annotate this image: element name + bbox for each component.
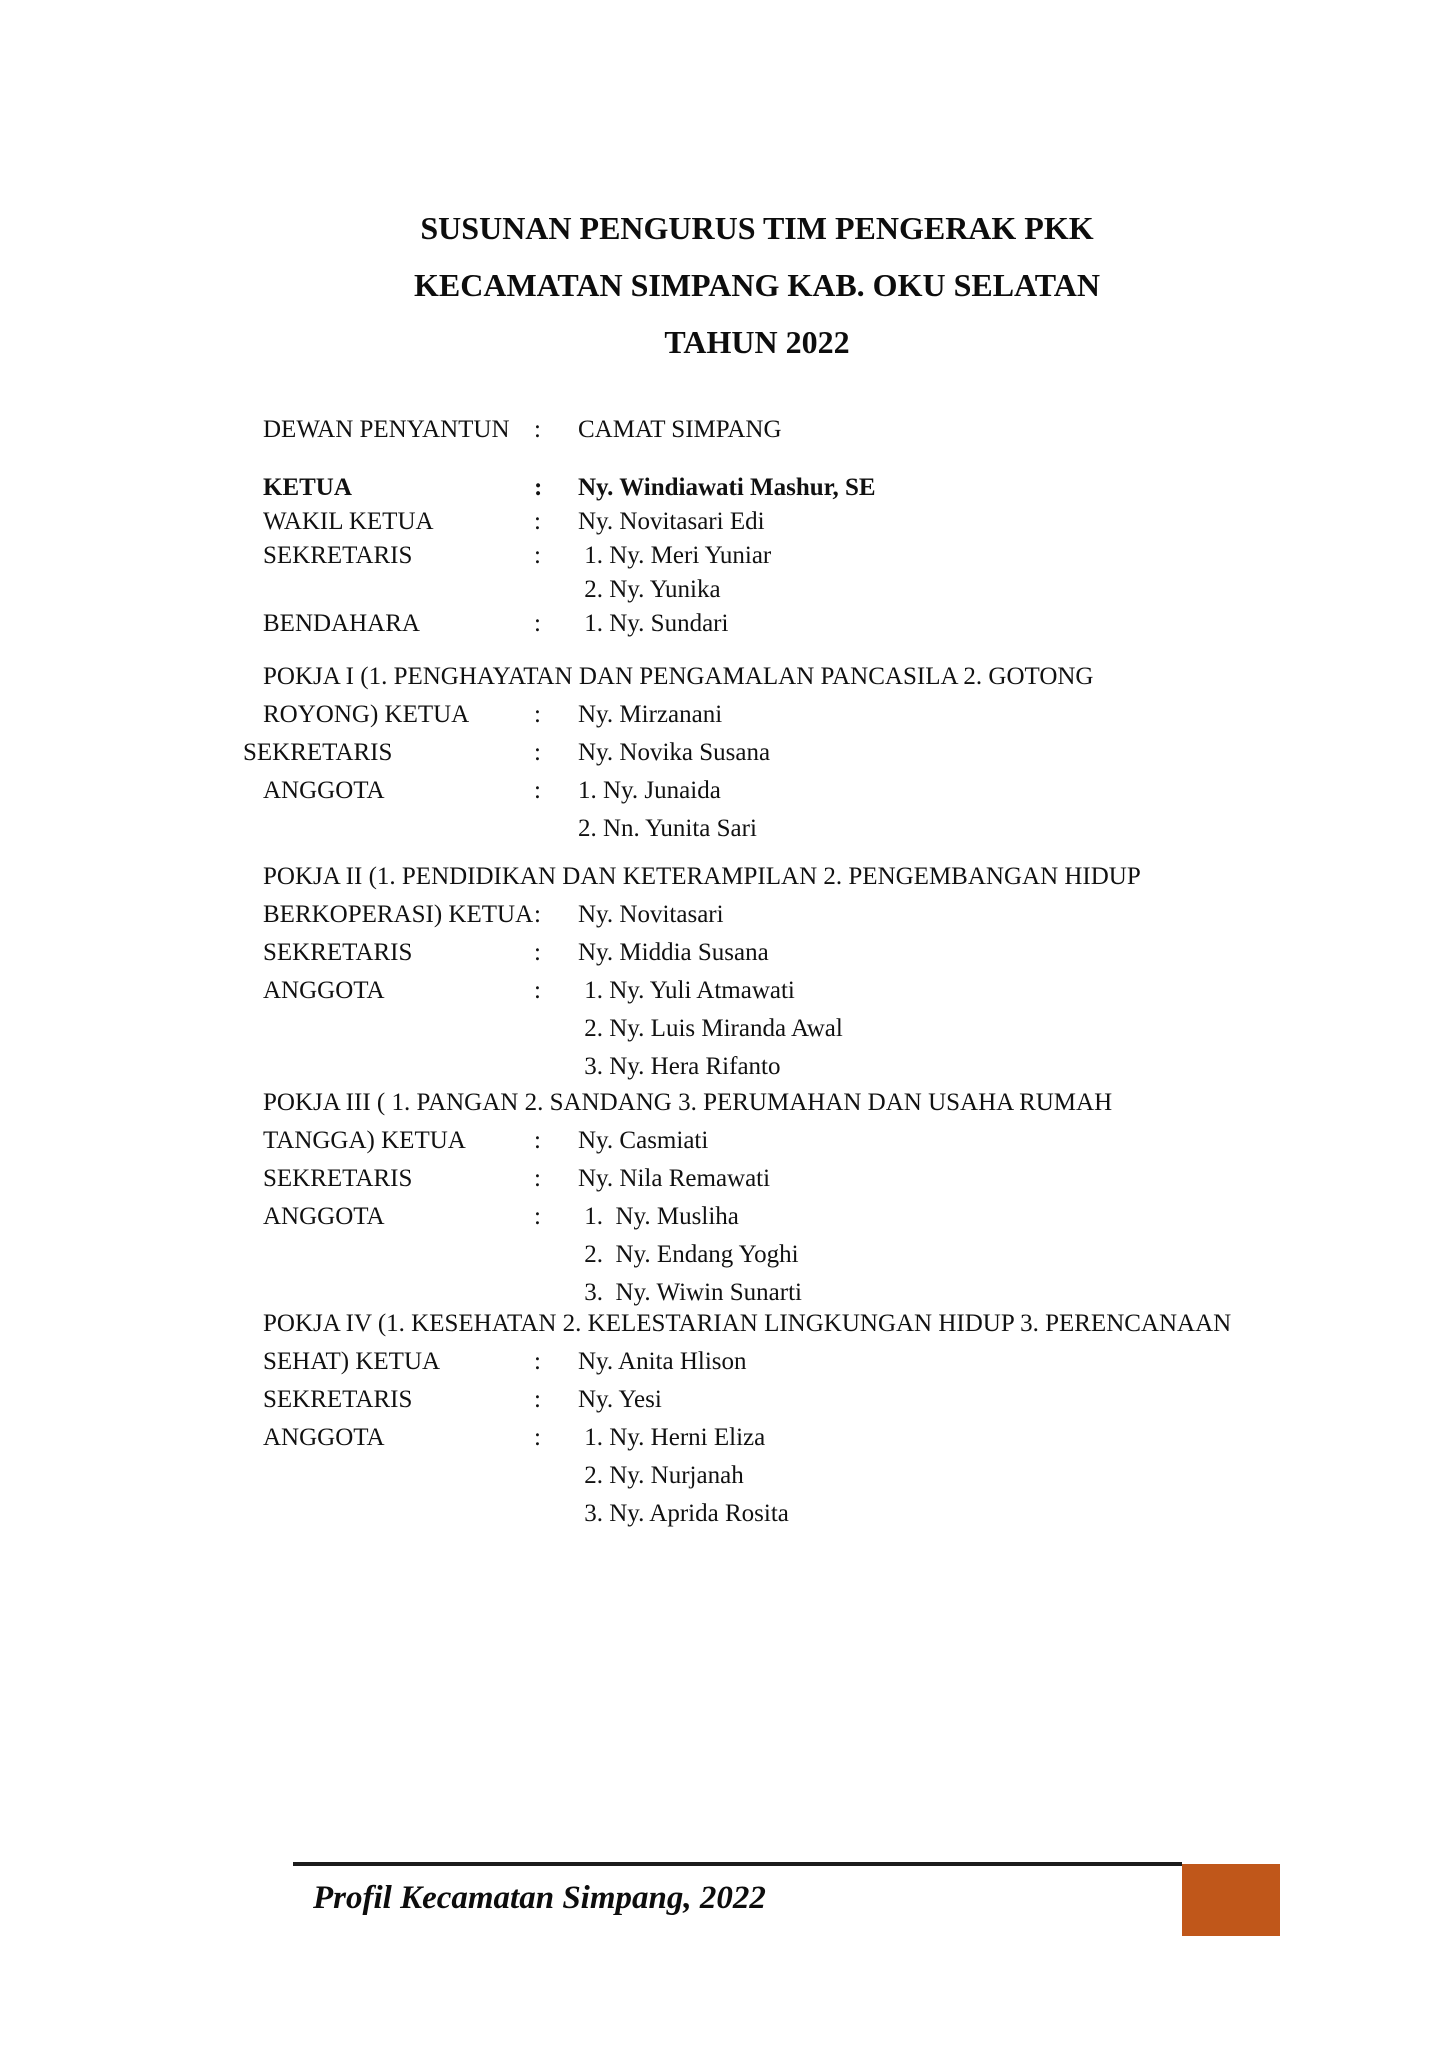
org-member-value: 1. Ny. Junaida xyxy=(578,777,721,804)
org-row xyxy=(243,413,1363,447)
section-heading-row xyxy=(243,1084,1363,1122)
colon-separator: : xyxy=(534,542,541,569)
org-row xyxy=(243,1381,1363,1419)
org-role-label: ANGGOTA xyxy=(263,1424,385,1451)
org-row xyxy=(243,1236,1363,1274)
document-title-line-1: SUSUNAN PENGURUS TIM PENGERAK PKK xyxy=(420,210,1094,246)
org-member-value: 2. Ny. Yunika xyxy=(578,576,721,603)
org-role-label: DEWAN PENYANTUN xyxy=(263,416,510,443)
org-member-value: Ny. Novitasari xyxy=(578,901,724,928)
org-member-value: Ny. Casmiati xyxy=(578,1127,709,1154)
section-pokja-3 xyxy=(243,1084,1363,1312)
section-dewan-penyantun xyxy=(243,413,1363,447)
org-role-label: SEKRETARIS xyxy=(263,1165,413,1192)
org-row xyxy=(243,1198,1363,1236)
org-role-label: ANGGOTA xyxy=(263,1203,385,1230)
colon-separator: : xyxy=(534,901,541,928)
org-row xyxy=(243,573,1363,607)
org-role-label: SEKRETARIS xyxy=(263,939,413,966)
org-member-value: 2. Ny. Endang Yoghi xyxy=(578,1241,799,1268)
org-role-label: SEHAT) KETUA xyxy=(263,1348,441,1375)
org-row xyxy=(243,1495,1363,1533)
org-row xyxy=(243,696,1363,734)
section-heading: POKJA II (1. PENDIDIKAN DAN KETERAMPILAN 2. PENGEMBANGAN HIDUP xyxy=(263,863,1141,890)
org-row xyxy=(243,734,1363,772)
org-row xyxy=(243,471,1363,505)
section-heading: POKJA IV (1. KESEHATAN 2. KELESTARIAN LINGKUNGAN HIDUP 3. PERENCANAAN xyxy=(263,1310,1232,1337)
org-member-value: 1. Ny. Herni Eliza xyxy=(578,1424,766,1451)
org-member-value: 2. Ny. Nurjanah xyxy=(578,1462,744,1489)
org-member-value: 1. Ny. Yuli Atmawati xyxy=(578,977,795,1004)
org-row xyxy=(243,607,1363,641)
org-row xyxy=(243,772,1363,810)
colon-separator: : xyxy=(534,739,541,766)
colon-separator: : xyxy=(534,474,543,501)
colon-separator: : xyxy=(534,777,541,804)
org-row xyxy=(243,972,1363,1010)
section-heading: POKJA I (1. PENGHAYATAN DAN PENGAMALAN PANCASILA 2. GOTONG xyxy=(263,663,1094,690)
colon-separator: : xyxy=(534,1386,541,1413)
org-member-value: Ny. Mirzanani xyxy=(578,701,723,728)
colon-separator: : xyxy=(534,1203,541,1230)
colon-separator: : xyxy=(534,1424,541,1451)
org-member-value: 3. Ny. Hera Rifanto xyxy=(578,1053,781,1080)
org-row xyxy=(243,1419,1363,1457)
colon-separator: : xyxy=(534,939,541,966)
document-title xyxy=(66,200,1448,371)
colon-separator: : xyxy=(534,508,541,535)
org-role-label: WAKIL KETUA xyxy=(263,508,434,535)
org-row xyxy=(243,1160,1363,1198)
org-row xyxy=(243,1122,1363,1160)
section-pokja-2 xyxy=(243,858,1363,1086)
document-title-line-2: KECAMATAN SIMPANG KAB. OKU SELATAN xyxy=(414,267,1100,303)
org-role-label: ANGGOTA xyxy=(263,777,385,804)
colon-separator: : xyxy=(534,1165,541,1192)
org-row xyxy=(243,810,1363,848)
org-row xyxy=(243,505,1363,539)
org-member-value: 1. Ny. Meri Yuniar xyxy=(578,542,772,569)
section-heading-row xyxy=(243,1305,1363,1343)
org-member-value: 2. Ny. Luis Miranda Awal xyxy=(578,1015,843,1042)
org-member-value: Ny. Windiawati Mashur, SE xyxy=(578,474,876,501)
org-member-value: 1. Ny. Musliha xyxy=(578,1203,739,1230)
footer-accent-block xyxy=(1182,1864,1280,1936)
colon-separator: : xyxy=(534,416,541,443)
org-role-label: ANGGOTA xyxy=(263,977,385,1004)
footer-rule xyxy=(293,1862,1182,1866)
org-member-value: 2. Nn. Yunita Sari xyxy=(578,815,757,842)
org-row xyxy=(243,896,1363,934)
section-heading-row xyxy=(243,658,1363,696)
org-role-label: KETUA xyxy=(263,474,352,501)
org-member-value: Ny. Anita Hlison xyxy=(578,1348,747,1375)
org-row xyxy=(243,1010,1363,1048)
document-title-line-3: TAHUN 2022 xyxy=(664,324,850,360)
section-pokja-4 xyxy=(243,1305,1363,1533)
org-role-label: SEKRETARIS xyxy=(263,542,413,569)
org-member-value: Ny. Novika Susana xyxy=(578,739,771,766)
section-pengurus-inti xyxy=(243,471,1363,641)
org-role-label: BERKOPERASI) KETUA xyxy=(263,901,534,928)
org-member-value: 3. Ny. Aprida Rosita xyxy=(578,1500,789,1527)
section-heading: POKJA III ( 1. PANGAN 2. SANDANG 3. PERUMAHAN DAN USAHA RUMAH xyxy=(263,1089,1113,1116)
colon-separator: : xyxy=(534,701,541,728)
org-member-value: Ny. Nila Remawati xyxy=(578,1165,771,1192)
org-member-value: CAMAT SIMPANG xyxy=(578,416,782,443)
org-member-value: Ny. Yesi xyxy=(578,1386,662,1413)
org-row xyxy=(243,934,1363,972)
colon-separator: : xyxy=(534,977,541,1004)
org-role-label: SEKRETARIS xyxy=(243,739,393,766)
org-member-value: 1. Ny. Sundari xyxy=(578,610,729,637)
org-row xyxy=(243,1457,1363,1495)
colon-separator: : xyxy=(534,610,541,637)
colon-separator: : xyxy=(534,1127,541,1154)
org-row xyxy=(243,1048,1363,1086)
org-member-value: Ny. Middia Susana xyxy=(578,939,769,966)
org-member-value: 3. Ny. Wiwin Sunarti xyxy=(578,1279,802,1306)
section-heading-row xyxy=(243,858,1363,896)
org-role-label: TANGGA) KETUA xyxy=(263,1127,466,1154)
org-role-label: SEKRETARIS xyxy=(263,1386,413,1413)
org-role-label: ROYONG) KETUA xyxy=(263,701,470,728)
colon-separator: : xyxy=(534,1348,541,1375)
section-pokja-1 xyxy=(243,658,1363,848)
org-row xyxy=(243,539,1363,573)
org-role-label: BENDAHARA xyxy=(263,610,420,637)
org-row xyxy=(243,1343,1363,1381)
org-member-value: Ny. Novitasari Edi xyxy=(578,508,765,535)
footer-title: Profil Kecamatan Simpang, 2022 xyxy=(313,1880,766,1916)
